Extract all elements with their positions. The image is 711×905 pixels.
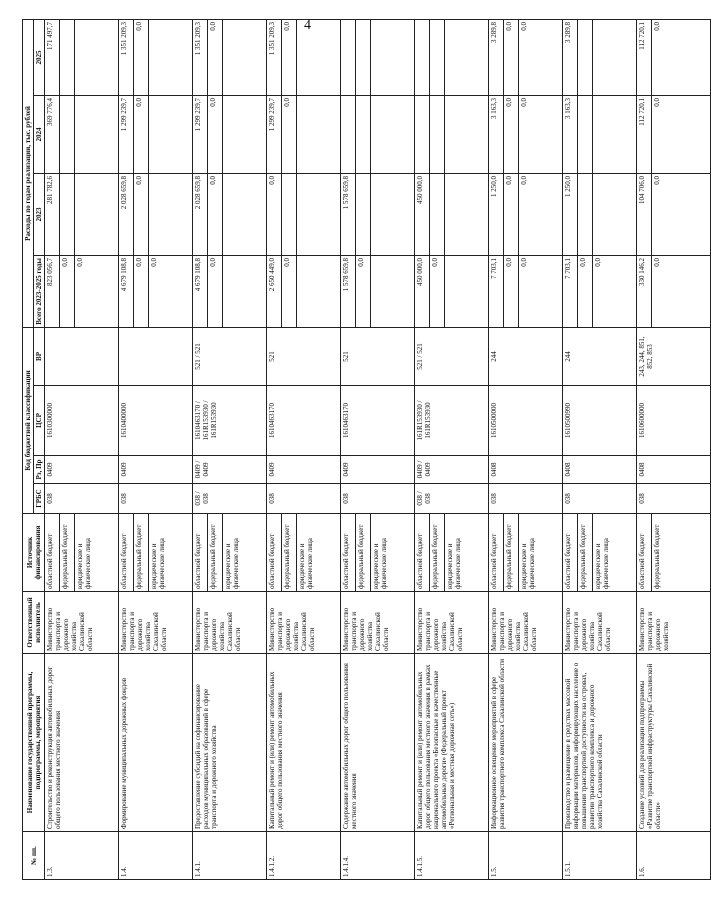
row-2025-line (578, 20, 593, 95)
row-2024-line: 1 299 239,7 (119, 96, 134, 173)
row-2025-line (223, 20, 237, 95)
row-sources-line: федеральный бюджет (653, 524, 662, 589)
header-grbs: ГРБС (34, 484, 45, 514)
row-total-line: 0,0 (76, 257, 85, 267)
row-2024-line: 0,0 (282, 96, 297, 173)
row-2025-line: 1 351 209,3 (267, 20, 282, 95)
row-rzpr: 0409 (119, 456, 193, 484)
row-2024-line: 0,0 (208, 96, 223, 173)
row-2024 (267, 95, 341, 173)
row-2025-line: 0,0 (134, 20, 149, 95)
row-2025-line (415, 20, 430, 95)
row-2023 (341, 173, 415, 255)
row-sources-line: областной бюджет (489, 514, 504, 591)
row-total-line: 7 703,1 (563, 256, 578, 327)
row-2023 (637, 173, 711, 255)
row-2023-line (223, 174, 237, 255)
row-2023 (563, 173, 637, 255)
header-2024: 2024 (34, 95, 45, 173)
row-2024-line (415, 96, 430, 173)
table-row (489, 19, 563, 879)
row-2023-line (593, 174, 607, 255)
row-sources-line: федеральный бюджет (504, 514, 519, 591)
row-sources-line: федеральный бюджет (578, 514, 593, 591)
row-total-line: 0,0 (150, 257, 159, 267)
row-2024-line (75, 96, 89, 173)
row-2024-line: 0,0 (653, 97, 662, 107)
row-total-line (223, 256, 237, 327)
row-2024 (193, 95, 267, 173)
row-2023-line (282, 174, 297, 255)
row-responsible: Министерство транспорта и дорожного хозяйства Сахалинской области (415, 592, 489, 654)
row-2025-line: 0,0 (520, 21, 529, 31)
row-total-line: 0,0 (60, 256, 75, 327)
row-rzpr: 0409 / 0409 (415, 456, 489, 484)
row-2023-line: 0,0 (520, 175, 529, 185)
row-number: 1.4.1. (193, 832, 267, 880)
row-2025 (489, 19, 563, 95)
header-2025: 2025 (34, 19, 45, 95)
row-2025 (563, 19, 637, 95)
row-2025-line (371, 20, 385, 95)
row-2024-line (297, 96, 311, 173)
row-2023-line (75, 174, 89, 255)
row-total-line: 0,0 (356, 256, 371, 327)
row-vr: 244 (489, 327, 563, 385)
row-sources-line: юридические и физические лица (372, 538, 389, 589)
row-vr: 521 (267, 327, 341, 385)
row-2023-line (445, 174, 459, 255)
rotated-table-container (22, 20, 671, 880)
row-sources-line: юридические и физические лица (298, 538, 315, 589)
row-total (415, 255, 489, 327)
row-2023-line: 0,0 (267, 174, 282, 255)
row-2023 (193, 173, 267, 255)
row-csr: 1610500990 (563, 386, 637, 456)
row-total-line: 330 146,2 (637, 256, 652, 327)
row-sources (119, 514, 193, 592)
row-rzpr: 0409 (267, 456, 341, 484)
row-responsible: Министерство транспорта и дорожного хозяйства Сахалинской области (563, 592, 637, 654)
row-sources-line: федеральный бюджет (430, 514, 445, 591)
header-rzpr: Рз, Пр (34, 456, 45, 484)
table-row (415, 19, 489, 879)
row-sources (45, 514, 119, 592)
header-vr: ВР (34, 327, 45, 385)
table-row (563, 19, 637, 879)
row-name: Капитальный ремонт и (или) ремонт автомобильных дорог общего пользования местного значения (267, 654, 341, 832)
row-2024-line (149, 96, 163, 173)
row-grbs: 038 (267, 484, 341, 514)
header-csr: ЦСР (34, 386, 45, 456)
row-2025-line: 0,0 (282, 20, 297, 95)
page-number: 4 (304, 18, 311, 33)
row-name: Предоставление субсидий на софинансирование расходов муниципальных образований в сфере транспорта и дорожного хозяйства (193, 654, 267, 832)
row-2024-line: 0,0 (134, 96, 149, 173)
row-2025-line (430, 20, 445, 95)
row-vr: 521 / 521 (193, 327, 267, 385)
row-sources (637, 514, 711, 592)
row-total (119, 255, 193, 327)
row-total-line: 1 578 659,8 (341, 256, 356, 327)
row-sources-line: федеральный бюджет (60, 514, 75, 591)
row-rzpr: 0408 (563, 456, 637, 484)
row-vr: 243, 244, 851, 852, 853 (637, 327, 711, 385)
row-sources-line: федеральный бюджет (134, 514, 149, 591)
row-2025 (637, 19, 711, 95)
row-grbs: 038 (637, 484, 711, 514)
row-2024 (119, 95, 193, 173)
row-sources-line: юридические и физические лица (446, 538, 463, 589)
row-2023-line: 0,0 (208, 174, 223, 255)
header-2023: 2023 (34, 173, 45, 255)
row-2024-line: 1 299 239,7 (267, 96, 282, 173)
table-row (193, 19, 267, 879)
row-rzpr: 0409 / 0409 (193, 456, 267, 484)
row-2025-line (297, 20, 311, 95)
row-sources-line: юридические и физические лица (594, 538, 611, 589)
row-2025-line: 171 497,7 (45, 20, 60, 95)
row-total (341, 255, 415, 327)
row-2025-line: 0,0 (653, 21, 662, 31)
row-total-line: 0,0 (504, 256, 519, 327)
row-rzpr: 0409 (341, 456, 415, 484)
row-2023-line: 450 000,0 (415, 174, 430, 255)
row-csr: 1610463170 / 161R153930 / 161R153930 (193, 386, 267, 456)
row-total-line: 450 000,0 (415, 256, 430, 327)
row-rzpr: 0409 (45, 456, 119, 484)
row-csr: 1610463170 (341, 386, 415, 456)
row-2023-line (371, 174, 385, 255)
row-grbs: 038 (45, 484, 119, 514)
row-2024-line (356, 96, 371, 173)
row-responsible: Министерство транспорта и дорожного хозяйства Сахалинской области (193, 592, 267, 654)
row-total-line: 4 679 108,8 (119, 256, 134, 327)
row-total-line: 823 056,7 (45, 256, 60, 327)
row-total-line (371, 256, 385, 327)
row-2025-line (75, 20, 89, 95)
row-2023-line: 0,0 (504, 174, 519, 255)
row-2025-line (60, 20, 75, 95)
row-grbs: 038 (489, 484, 563, 514)
row-2023-line: 2 028 659,8 (193, 174, 208, 255)
row-total-line: 0,0 (282, 256, 297, 327)
row-2025-line: 1 351 209,3 (119, 20, 134, 95)
row-2024-line (371, 96, 385, 173)
row-name: Создание условий для реализации подпрограммы «Развитие транспортной инфраструктуры Сахалинской области» (637, 654, 711, 832)
row-sources-line: юридические и физические лица (76, 538, 93, 589)
row-number: 1.5. (489, 832, 563, 880)
row-2023-line: 1 578 659,8 (341, 174, 356, 255)
row-total (563, 255, 637, 327)
table-row (637, 19, 711, 879)
row-2024-line (60, 96, 75, 173)
row-2024-line: 0,0 (504, 96, 519, 173)
row-number: 1.6. (637, 832, 711, 880)
row-2023-line: 281 782,6 (45, 174, 60, 255)
row-number: 1.4. (119, 832, 193, 880)
row-sources-line: областной бюджет (637, 514, 652, 591)
row-name: Производство и размещение в средствах массовой информации материалов, информирующих население о повышении транспортной доступности на островах, развитии транспортного комплекса и дорожного хозяйства Сахалинской области (563, 654, 637, 832)
row-csr: 161R153930 / 161R153930 (415, 386, 489, 456)
row-total (45, 255, 119, 327)
row-csr: 1610400000 (119, 386, 193, 456)
table-row (119, 19, 193, 879)
row-2023-line (430, 174, 445, 255)
row-2024-line (593, 96, 607, 173)
row-vr: 521 / 521 (415, 327, 489, 385)
row-csr: 1610500000 (489, 386, 563, 456)
header-name: Наименование государственной программы, подпрограммы, мероприятия (23, 654, 45, 832)
row-total-line: 0,0 (594, 257, 603, 267)
row-total-line: 4 679 108,8 (193, 256, 208, 327)
row-2024-line (578, 96, 593, 173)
row-name: Содержание автомобильных дорог общего пользования местного значения (341, 654, 415, 832)
row-responsible: Министерство транспорта и дорожного хозяйства (637, 592, 711, 654)
row-2024 (45, 95, 119, 173)
row-number: 1.4.1.5. (415, 832, 489, 880)
row-sources-line: областной бюджет (267, 514, 282, 591)
row-2024-line (445, 96, 459, 173)
row-2025-line: 1 351 209,3 (193, 20, 208, 95)
row-2025-line: 0,0 (504, 20, 519, 95)
row-total-line: 0,0 (653, 257, 662, 267)
row-sources (267, 514, 341, 592)
row-2023-line (578, 174, 593, 255)
row-2025-line (149, 20, 163, 95)
row-vr: 244 (563, 327, 637, 385)
row-2025 (267, 19, 341, 95)
row-2023-line: 1 250,0 (489, 174, 504, 255)
row-2025 (45, 19, 119, 95)
row-grbs: 038 / 038 (415, 484, 489, 514)
header-expenses: Расходы по годам реализации, тыс. рублей (23, 19, 34, 327)
header-num: № пп. (23, 832, 45, 880)
row-total-line (297, 256, 311, 327)
row-2023-line (149, 174, 163, 255)
row-2023 (45, 173, 119, 255)
row-sources (415, 514, 489, 592)
row-2025-line: 3 289,8 (489, 20, 504, 95)
row-number: 1.5.1. (563, 832, 637, 880)
row-2024-line (223, 96, 237, 173)
row-sources (563, 514, 637, 592)
row-sources (341, 514, 415, 592)
row-2024-line: 0,0 (520, 97, 529, 107)
row-sources (489, 514, 563, 592)
row-number: 1.3. (45, 832, 119, 880)
row-2023 (119, 173, 193, 255)
row-2023 (415, 173, 489, 255)
row-name: Формирование муниципальных дорожных фондов (119, 654, 193, 832)
row-2023 (489, 173, 563, 255)
row-sources-line: областной бюджет (45, 514, 60, 591)
row-sources-line: юридические и физические лица (150, 538, 167, 589)
row-2023-line (356, 174, 371, 255)
row-vr (45, 327, 119, 385)
header-source: Источник финансирования (23, 514, 45, 592)
row-sources (193, 514, 267, 592)
row-sources-line: областной бюджет (119, 514, 134, 591)
row-2023-line: 2 028 659,8 (119, 174, 134, 255)
row-2024 (563, 95, 637, 173)
row-sources-line: областной бюджет (341, 514, 356, 591)
row-name: Информационное освещение мероприятий в сфере развития транспортного комплекса Сахалинской области (489, 654, 563, 832)
row-total-line: 0,0 (208, 256, 223, 327)
row-responsible: Министерство транспорта и дорожного хозяйства Сахалинской области (45, 592, 119, 654)
row-total-line: 0,0 (520, 257, 529, 267)
row-rzpr: 0408 (489, 456, 563, 484)
row-csr: 1610463170 (267, 386, 341, 456)
row-2024 (489, 95, 563, 173)
row-sources-line: федеральный бюджет (208, 514, 223, 591)
row-2025-line (341, 20, 356, 95)
row-csr: 1610600000 (637, 386, 711, 456)
row-2025 (415, 19, 489, 95)
row-csr: 1610300000 (45, 386, 119, 456)
table-row (267, 19, 341, 879)
row-2025-line: 112 720,1 (637, 20, 652, 95)
row-2024-line (430, 96, 445, 173)
header-budget-class: Код бюджетной классификации (23, 327, 34, 513)
row-2023-line: 1 250,0 (563, 174, 578, 255)
row-total (193, 255, 267, 327)
row-sources-line: федеральный бюджет (282, 514, 297, 591)
row-2024-line: 112 720,1 (637, 96, 652, 173)
row-total-line: 0,0 (430, 256, 445, 327)
row-rzpr: 0408 (637, 456, 711, 484)
row-total-line: 7 703,1 (489, 256, 504, 327)
row-2025 (341, 19, 415, 95)
row-total-line: 0,0 (134, 256, 149, 327)
row-total (489, 255, 563, 327)
row-vr: 521 (341, 327, 415, 385)
row-2025-line (356, 20, 371, 95)
row-2023-line (297, 174, 311, 255)
row-2025-line (445, 20, 459, 95)
row-grbs: 038 (563, 484, 637, 514)
row-responsible: Министерство транспорта и дорожного хозяйства Сахалинской области (489, 592, 563, 654)
row-sources-line: областной бюджет (193, 514, 208, 591)
row-responsible: Министерство транспорта и дорожного хозяйства Сахалинской области (341, 592, 415, 654)
row-2024 (637, 95, 711, 173)
row-2025-line (593, 20, 607, 95)
row-2025 (119, 19, 193, 95)
row-total (267, 255, 341, 327)
row-2024-line (341, 96, 356, 173)
row-name: Капитальный ремонт и (или) ремонт автомобильных дорог общего пользования местного значения в рамках национального проекта «Безопасные и качественные автомобильные дороги» (Федеральный проект «Региональная и местная дорожная сеть») (415, 654, 489, 832)
row-2024-line: 1 299 239,7 (193, 96, 208, 173)
row-responsible: Министерство транспорта и дорожного хозяйства Сахалинской области (119, 592, 193, 654)
row-2025 (193, 19, 267, 95)
row-sources-line: областной бюджет (563, 514, 578, 591)
row-total (637, 255, 711, 327)
header-responsible: Ответственный исполнитель (23, 592, 45, 654)
row-2023 (267, 173, 341, 255)
row-sources-line: юридические и физические лица (520, 538, 537, 589)
row-2024 (415, 95, 489, 173)
header-total: Всего 2023-2025 годы (34, 255, 45, 327)
row-2023-line (60, 174, 75, 255)
row-vr (119, 327, 193, 385)
row-grbs: 038 / 038 (193, 484, 267, 514)
table-body (45, 19, 711, 879)
row-2023-line: 0,0 (134, 174, 149, 255)
row-2024 (341, 95, 415, 173)
row-2024-line: 369 776,4 (45, 96, 60, 173)
row-sources-line: федеральный бюджет (356, 514, 371, 591)
row-sources-line: юридические и физические лица (224, 538, 241, 589)
table-row (341, 19, 415, 879)
row-2025-line: 3 289,8 (563, 20, 578, 95)
row-2025-line: 0,0 (208, 20, 223, 95)
row-sources-line: областной бюджет (415, 514, 430, 591)
row-responsible: Министерство транспорта и дорожного хозяйства Сахалинской области (267, 592, 341, 654)
row-2024-line: 3 163,3 (563, 96, 578, 173)
row-2024-line: 3 163,3 (489, 96, 504, 173)
row-2023-line: 104 706,0 (637, 174, 652, 255)
row-total-line: 2 650 449,0 (267, 256, 282, 327)
row-total-line: 0,0 (578, 256, 593, 327)
row-number: 1.4.1.4. (341, 832, 415, 880)
row-name: Строительство и реконструкция автомобильных дорог общего пользования местного значения (45, 654, 119, 832)
table-row (45, 19, 119, 879)
budget-table (22, 19, 711, 880)
row-total-line (445, 256, 459, 327)
row-grbs: 038 (341, 484, 415, 514)
row-grbs: 038 (119, 484, 193, 514)
row-number: 1.4.1.2. (267, 832, 341, 880)
row-2023-line: 0,0 (653, 175, 662, 185)
